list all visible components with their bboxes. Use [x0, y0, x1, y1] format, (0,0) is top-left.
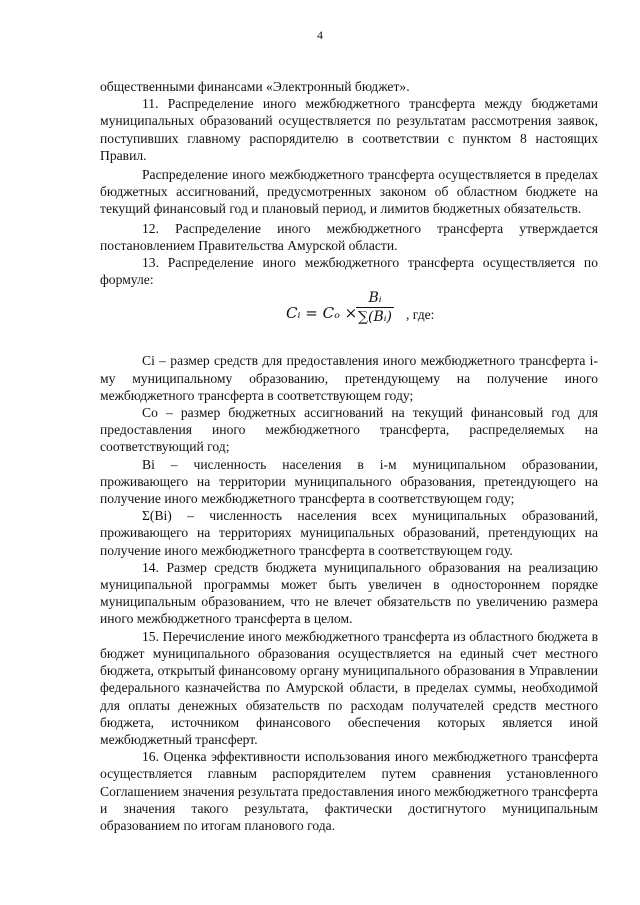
paragraph: 13. Распределение иного межбюджетного трансферта осуществляется по формуле: [100, 255, 598, 288]
definition: Bi – численность населения в i-м муниципальном образовании, проживающего на территории муниципального образования, претендующего на получение иного межбюджетного трансферта в соответствующем году; [100, 456, 598, 507]
formula-numerator: Bᵢ [356, 290, 394, 308]
paragraph: 14. Размер средств бюджета муниципального образования на реализацию муниципальной программы может быть увеличен в одностороннем порядке муниципальным образованием, что не влечет обязательств по увеличению размера иного межбюджетного трансферта в целом. [100, 559, 598, 627]
distribution-formula [100, 290, 598, 340]
paragraph: 15. Перечисление иного межбюджетного трансферта из областного бюджета в бюджет муниципального образования осуществляется на единый счет местного бюджета, открытый финансовому органу муниципального образования в Управлении федерального казначейства по Амурской области, в пределах суммы, необходимой для оплаты денежных обязательств по расходам получателей средств местного бюджета, источником финансового обеспечения которых является иной межбюджетный трансферт. [100, 628, 598, 747]
paragraph: общественными финансами «Электронный бюджет». [100, 79, 410, 94]
formula-tail: , где: [406, 307, 435, 323]
formula-fraction [356, 290, 394, 326]
page-number: 4 [317, 28, 323, 42]
paragraph: Распределение иного межбюджетного трансферта осуществляется в пределах бюджетных ассигнований, предусмотренных законом об областном бюджете на текущий финансовый год и плановый период, и лимитов бюджетных обязательств. [100, 167, 598, 217]
document-body [100, 78, 598, 834]
paragraph: 12. Распределение иного межбюджетного трансферта утверждается постановлением Правительства Амурской области. [100, 220, 598, 253]
formula-lhs: Cᵢ = Cₒ × [286, 304, 358, 323]
paragraph: 11. Распределение иного межбюджетного трансферта между бюджетами муниципальных образований осуществляется по результатам рассмотрения заявок, поступивших главному распорядителю в соответствии с пунктом 8 настоящих Правил. [100, 96, 598, 163]
formula-denominator: ∑(Bᵢ) [358, 309, 393, 326]
paragraph: 16. Оценка эффективности использования иного межбюджетного трансферта осуществляется главным распорядителем путем сравнения установленного Соглашением значения результата предоставления иного межбюджетного трансферта и значения такого результата, фактически достигнутого муниципальным образованием по итогам планового года. [100, 749, 598, 833]
definition: Co – размер бюджетных ассигнований на текущий финансовый год для предоставления иного межбюджетного трансферта, распределяемых на соответствующий год; [100, 405, 598, 455]
definition: Ci – размер средств для предоставления иного межбюджетного трансферта i-му муниципальному образованию, претендующему на получение иного межбюджетного трансферта в соответствующем году; [100, 353, 598, 403]
definition: Σ(Bi) – численность населения всех муниципальных образований, проживающего на территориях муниципальных образований, претендующих на получение иного межбюджетного трансферта в соответствующем году. [100, 508, 598, 558]
